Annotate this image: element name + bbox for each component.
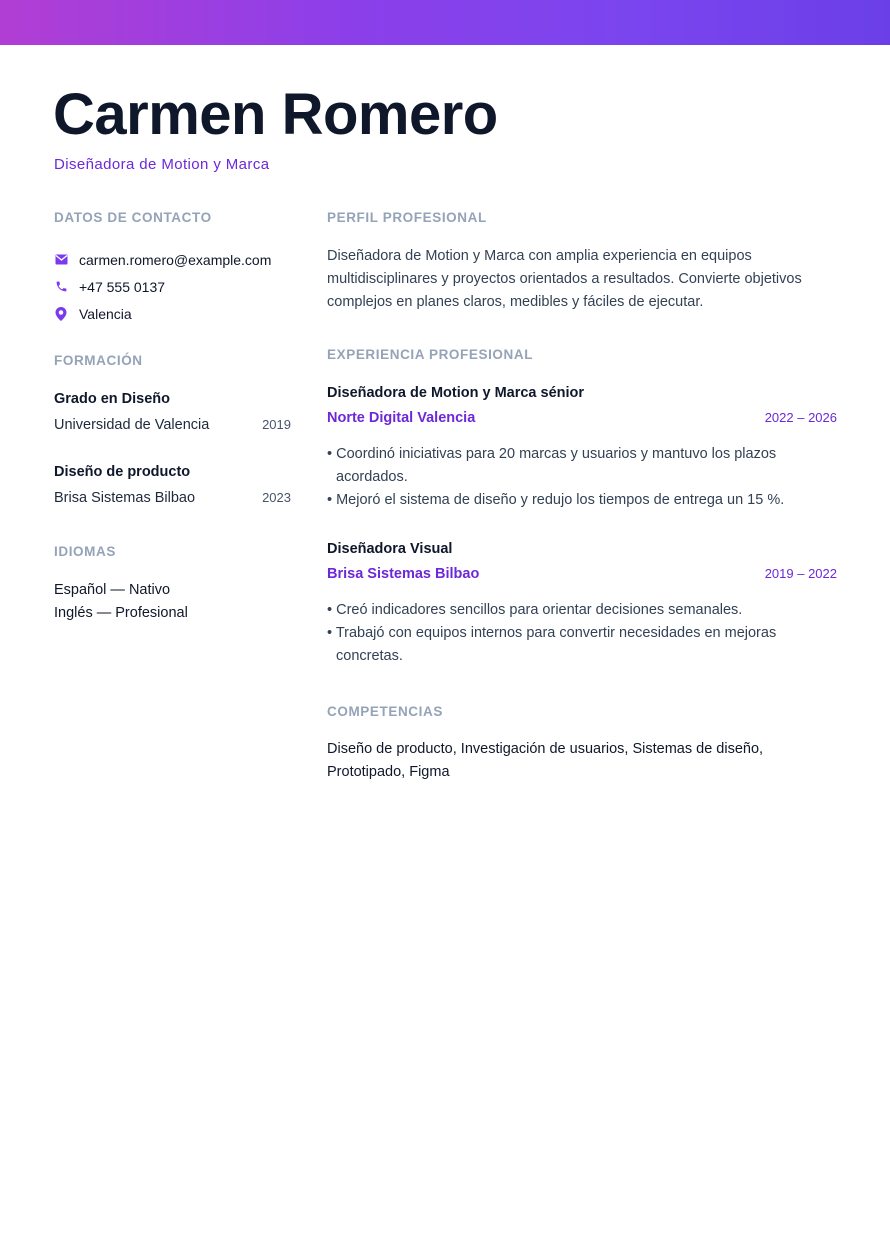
job-company: Norte Digital Valencia (327, 410, 476, 426)
education-item (54, 389, 291, 433)
mail-icon (54, 253, 68, 267)
phone-icon (54, 280, 68, 294)
job-bullet: • Trabajó con equipos internos para convertir necesidades en mejoras concretas. (327, 625, 777, 664)
education-year: 2019 (262, 417, 291, 432)
education-heading: FORMACIÓN (54, 353, 143, 368)
contact-location-text: Valencia (79, 305, 132, 322)
contact-heading: DATOS DE CONTACTO (54, 210, 212, 225)
contact-list (54, 246, 304, 327)
education-degree: Diseño de producto (54, 464, 191, 480)
job-bullet: • Mejoró el sistema de diseño y redujo los tiempos de entrega un 15 %. (327, 492, 785, 508)
languages-list (54, 580, 188, 626)
language-item: Español — Nativo (54, 582, 171, 598)
job-dates: 2019 – 2022 (764, 566, 837, 581)
skills-heading: COMPETENCIAS (327, 704, 443, 719)
job-company: Brisa Sistemas Bilbao (327, 566, 480, 582)
job-title: Diseñadora de Motion y Marca sénior (327, 385, 585, 401)
language-item: Inglés — Profesional (54, 605, 188, 621)
languages-heading: IDIOMAS (54, 544, 116, 559)
education-item (54, 462, 291, 506)
job-dates: 2022 – 2026 (764, 410, 837, 425)
experience-heading: EXPERIENCIA PROFESIONAL (327, 347, 534, 362)
job-bullet: • Creó indicadores sencillos para orientar decisiones semanales. (327, 602, 743, 618)
job-role: Diseñadora de Motion y Marca (54, 156, 270, 173)
experience-item (327, 383, 837, 512)
job-bullets (327, 443, 837, 512)
job-title: Diseñadora Visual (327, 541, 453, 557)
contact-email-text: carmen.romero@example.com (79, 251, 272, 268)
job-bullets (327, 599, 837, 668)
person-name: Carmen Romero (53, 82, 498, 147)
contact-email[interactable] (54, 246, 304, 273)
contact-location (54, 300, 304, 327)
education-school: Brisa Sistemas Bilbao (54, 490, 196, 506)
education-year: 2023 (262, 490, 291, 505)
job-bullet: • Coordinó iniciativas para 20 marcas y usuarios y mantuvo los plazos acordados. (327, 446, 777, 485)
profile-summary: Diseñadora de Motion y Marca con amplia experiencia en equipos multidisciplinares y proyectos orientados a resultados. Convierte objetivos complejos en planes claros, medibles y fáciles de ejecutar. (327, 248, 802, 310)
header-gradient-bar (0, 0, 890, 45)
contact-phone-text: +47 555 0137 (79, 278, 166, 295)
contact-phone[interactable] (54, 273, 304, 300)
experience-item (327, 539, 837, 668)
profile-heading: PERFIL PROFESIONAL (327, 210, 487, 225)
education-degree: Grado en Diseño (54, 391, 171, 407)
location-pin-icon (54, 307, 68, 321)
education-school: Universidad de Valencia (54, 417, 210, 433)
skills-text: Diseño de producto, Investigación de usuarios, Sistemas de diseño, Prototipado, Figma (327, 741, 764, 780)
